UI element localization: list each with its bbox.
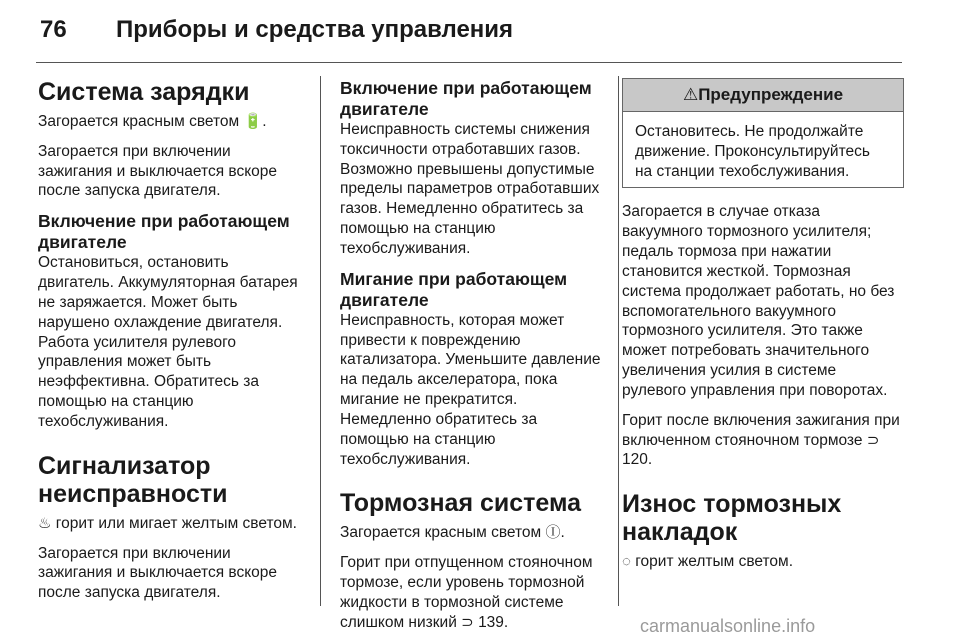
warning-icon: ⚠: [682, 85, 699, 104]
header-divider: [36, 62, 902, 63]
vacuum-booster-text: Загорается в случае отказа вакуумного тормозного усилителя; педаль тормоза при нажатии становится жесткой. Тормозная система продолжает работать, но без вспомогательного вакуумного тормозного усилителя. Это также может потребовать значительного увеличения усилия в системе рулевого управления при поворотах.: [622, 203, 895, 399]
brake-fluid-desc: Горит при отпущенном стояночном тормозе, если уровень тормозной жидкости в тормозной системе слишком низкий: [340, 554, 593, 631]
malfunction-light-desc: горит или мигает желтым светом.: [55, 514, 297, 532]
malfunction-running-text: Неисправность системы снижения токсичности отработавших газов. Возможно превышены допустимые пределы параметров отработавших газов. Немедленно обратитесь за помощью на станцию техобслуживания.: [340, 121, 600, 257]
column-3: [622, 78, 904, 582]
heading-brake-system: Тормозная система: [340, 489, 582, 518]
column-1: [38, 78, 306, 613]
heading-brake-pad-wear: Износ тормозных накладок: [622, 490, 842, 547]
brake-pads-text: [622, 552, 904, 572]
page-ref-arrow-icon: ⊃: [866, 431, 880, 449]
column-2: [340, 78, 608, 643]
brake-fluid-page-ref[interactable]: 139.: [478, 613, 509, 631]
warning-box: [622, 78, 904, 188]
parking-brake-page-ref[interactable]: 120.: [622, 451, 653, 469]
parking-brake-text: [622, 411, 904, 470]
heading-malfunction-flashing: Мигание при работающем двигателе: [340, 268, 568, 310]
charging-light-post: .: [262, 113, 267, 130]
column-divider-1: [320, 76, 321, 606]
brake-light-post: .: [560, 524, 565, 542]
malfunction-flashing-text: Неисправность, которая может привести к повреждению катализатора. Уменьшите давление на педаль акселератора, пока мигание не прекратится. Немедленно обратитесь за помощью на станцию техобслуживания.: [340, 311, 601, 468]
warning-header: [623, 79, 903, 112]
heading-charging-running: Включение при работающем двигателе: [38, 211, 290, 253]
page-header: [36, 16, 916, 56]
malfunction-ignition-text: Загорается при включении зажигания и выключается вскоре после запуска двигателя.: [38, 544, 278, 602]
page-title: Приборы и средства управления: [116, 16, 514, 43]
page-ref-arrow-icon: ⊃: [461, 613, 474, 631]
brake-light-pre: Загорается красным светом: [340, 524, 542, 542]
warning-body: [623, 112, 903, 187]
column-divider-2: [618, 76, 619, 606]
engine-icon: ♨: [38, 514, 52, 532]
warning-text: Остановитесь. Не продолжайте движение. Проконсультируйтесь на станции техобслуживания.: [635, 123, 870, 180]
brake-pads-desc: горит желтым светом.: [635, 553, 793, 571]
brake-pad-icon: ◌: [622, 553, 631, 571]
heading-malfunction-running: Включение при работающем двигателе: [340, 78, 592, 119]
brake-fluid-text: [340, 553, 608, 632]
charging-light-text: [38, 112, 306, 132]
brake-icon: Ⓘ: [545, 524, 561, 542]
battery-icon: 🔋: [243, 113, 263, 130]
malfunction-light-text: [38, 514, 306, 534]
watermark: carmanualsonline.info: [640, 616, 816, 636]
warning-title: Предупреждение: [698, 85, 844, 104]
charging-running-text: Остановиться, остановить двигатель. Аккумуляторная батарея не заряжается. Может быть нарушено охлаждение двигателя. Работа усилителя рулевого управления может быть неэффективна. Обратитесь за помощью на станцию техобслуживания.: [38, 254, 298, 430]
heading-malfunction-indicator: Сигнализатор неисправности: [38, 451, 228, 508]
charging-ignition-text: Загорается при включении зажигания и выключается вскоре после запуска двигателя.: [38, 142, 278, 200]
parking-brake-desc: Горит после включения зажигания при включенном стояночном тормозе: [622, 411, 900, 449]
charging-light-pre: Загорается красным светом: [38, 113, 240, 130]
brake-light-text: [340, 523, 608, 543]
page-number: 76: [40, 16, 67, 43]
heading-charging-system: Система зарядки: [38, 78, 250, 106]
